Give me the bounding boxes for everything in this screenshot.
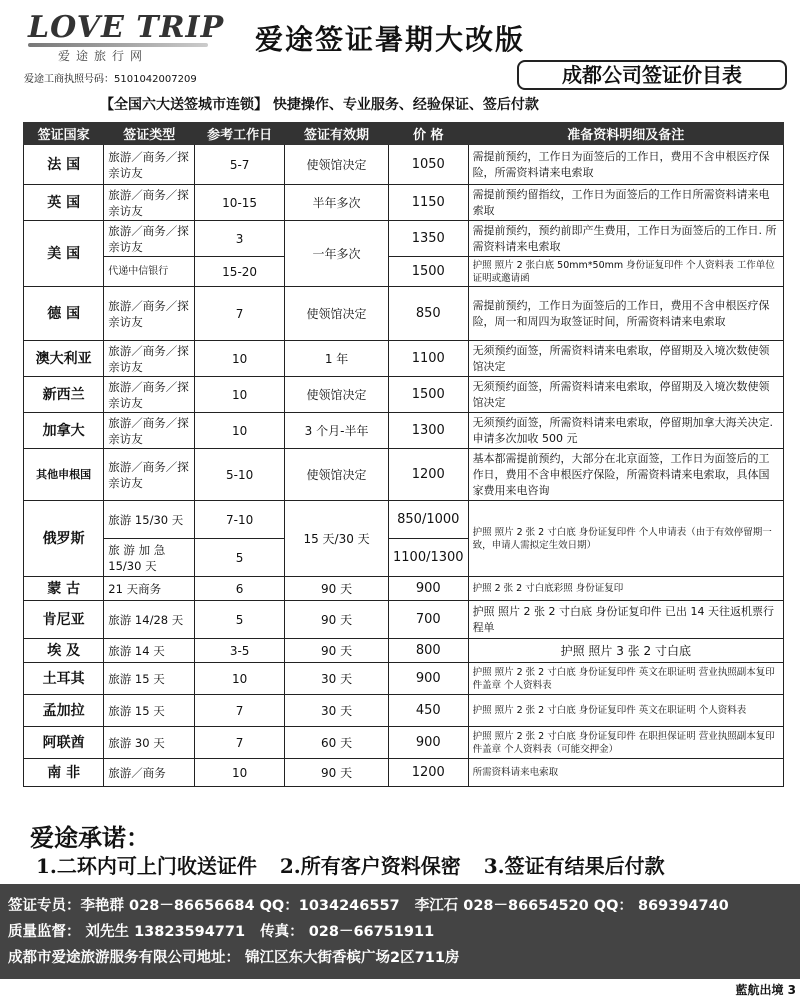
note-cell: 护照 照片 2 张 2 寸白底 身份证复印件 在职担保证明 营业执照副本复印件盖章 个人资料表（可能交押金）: [468, 727, 783, 759]
country-cell: 法 国: [24, 145, 104, 185]
price-cell: 1050: [389, 145, 469, 185]
header-notes: 准备资料明细及备注: [468, 123, 783, 145]
validity-cell: 一年多次: [285, 221, 389, 287]
company-address: 成都市爱途旅游服务有限公司地址： 锦江区东大街香槟广场2区711房: [8, 950, 460, 966]
table-row: [24, 257, 784, 287]
validity-cell: 使领馆决定: [285, 377, 389, 413]
type-cell: 旅 游 加 急 15/30 天: [104, 539, 195, 577]
page-footer-mark: 藍航出境 3: [735, 983, 796, 997]
price-cell: 1150: [389, 185, 469, 221]
validity-cell: 使领馆决定: [285, 449, 389, 501]
price-cell: 900: [389, 577, 469, 601]
days-cell: 10: [195, 377, 285, 413]
price-cell: 1350: [389, 221, 469, 257]
country-cell: 澳大利亚: [24, 341, 104, 377]
days-cell: 7: [195, 727, 285, 759]
price-cell: 900: [389, 663, 469, 695]
price-cell: 1200: [389, 449, 469, 501]
note-cell: 无须预约面签，所需资料请来电索取，停留期及入境次数使领馆决定: [468, 341, 783, 377]
country-cell: 美 国: [24, 221, 104, 287]
type-cell: 旅游／商务／探亲访友: [104, 221, 195, 257]
price-cell: 800: [389, 639, 469, 663]
table-row: [24, 185, 784, 221]
type-cell: 旅游 15 天: [104, 663, 195, 695]
validity-cell: 使领馆决定: [285, 287, 389, 341]
table-row: [24, 663, 784, 695]
country-cell: 俄罗斯: [24, 501, 104, 577]
header-country: 签证国家: [24, 123, 104, 145]
type-cell: 21 天商务: [104, 577, 195, 601]
table-header-row: [24, 123, 784, 145]
type-cell: 旅游／商务／探亲访友: [104, 341, 195, 377]
days-cell: 6: [195, 577, 285, 601]
note-cell: 需提前预约留指纹，工作日为面签后的工作日所需资料请来电索取: [468, 185, 783, 221]
note-cell: 需提前预约，工作日为面签后的工作日，费用不含申根医疗保险，所需资料请来电索取: [468, 145, 783, 185]
days-cell: 10: [195, 759, 285, 787]
price-cell: 900: [389, 727, 469, 759]
header-validity: 签证有效期: [285, 123, 389, 145]
country-cell: 阿联酋: [24, 727, 104, 759]
note-cell: 护照 照片 2 张 2 寸白底 身份证复印件 已出 14 天往返机票行程单: [468, 601, 783, 639]
contact-line-1: [8, 894, 800, 920]
days-cell: 5-7: [195, 145, 285, 185]
note-cell: 护照 照片 2 张 2 寸白底 身份证复印件 英文在职证明 个人资料表: [468, 695, 783, 727]
note-cell: 基本都需提前预约，大部分在北京面签，工作日为面签后的工作日，费用不含申根医疗保险，所需资料请来电索取，具体国家费用来电咨询: [468, 449, 783, 501]
days-cell: 3: [195, 221, 285, 257]
country-cell: 新西兰: [24, 377, 104, 413]
country-cell: 肯尼亚: [24, 601, 104, 639]
header-type: 签证类型: [104, 123, 195, 145]
validity-cell: 30 天: [285, 663, 389, 695]
table-row: [24, 341, 784, 377]
logo-subtitle: 爱途旅行网: [58, 49, 149, 63]
days-cell: 10: [195, 413, 285, 449]
type-cell: 旅游／商务／探亲访友: [104, 185, 195, 221]
days-cell: 10-15: [195, 185, 285, 221]
slogan: 【全国六大送签城市连锁】 快捷操作、专业服务、经验保证、签后付款: [100, 97, 539, 113]
promise-item: 2.所有客户资料保密: [279, 854, 461, 878]
country-cell: 德 国: [24, 287, 104, 341]
days-cell: 5-10: [195, 449, 285, 501]
days-cell: 7: [195, 695, 285, 727]
fax: 传真： 028－66751911: [260, 924, 435, 940]
header-price: 价 格: [389, 123, 469, 145]
price-cell: 450: [389, 695, 469, 727]
type-cell: 旅游／商务／探亲访友: [104, 377, 195, 413]
visa-specialist-1: 签证专员：李艳群 028－86656684 QQ：1034246557: [8, 898, 400, 914]
type-cell: 旅游 15 天: [104, 695, 195, 727]
type-cell: 旅游／商务／探亲访友: [104, 449, 195, 501]
country-cell: 南 非: [24, 759, 104, 787]
validity-cell: 半年多次: [285, 185, 389, 221]
validity-cell: 15 天/30 天: [285, 501, 389, 577]
price-cell: 850: [389, 287, 469, 341]
price-cell: 850/1000: [389, 501, 469, 539]
type-cell: 旅游 30 天: [104, 727, 195, 759]
table-row: [24, 501, 784, 539]
logo: [28, 10, 228, 64]
validity-cell: 3 个月-半年: [285, 413, 389, 449]
validity-cell: 90 天: [285, 577, 389, 601]
days-cell: 7: [195, 287, 285, 341]
country-cell: 英 国: [24, 185, 104, 221]
table-row: [24, 377, 784, 413]
price-cell: 1500: [389, 377, 469, 413]
promise-list: [36, 850, 681, 879]
quality-supervisor: 质量监督： 刘先生 13823594771: [8, 924, 246, 940]
logo-brand: LOVE TRIP: [28, 10, 225, 45]
days-cell: 3-5: [195, 639, 285, 663]
table-row: [24, 221, 784, 257]
type-cell: 旅游／商务／探亲访友: [104, 413, 195, 449]
price-cell: 700: [389, 601, 469, 639]
page-title: 爱途签证暑期大改版: [255, 23, 526, 56]
price-cell: 1300: [389, 413, 469, 449]
table-row: [24, 759, 784, 787]
days-cell: 10: [195, 341, 285, 377]
contact-line-2: [8, 920, 800, 946]
type-cell: 旅游 14 天: [104, 639, 195, 663]
note-cell: 无须预约面签，所需资料请来电索取，停留期及入境次数使领馆决定: [468, 377, 783, 413]
days-cell: 15-20: [195, 257, 285, 287]
note-cell: 需提前预约，预约前即产生费用，工作日为面签后的工作日. 所需资料请来电索取: [468, 221, 783, 257]
days-cell: 10: [195, 663, 285, 695]
promise-item: 1.二环内可上门收送证件: [36, 854, 257, 878]
table-row: [24, 695, 784, 727]
price-cell: 1100/1300: [389, 539, 469, 577]
table-row: [24, 413, 784, 449]
type-cell: 代递中信银行: [104, 257, 195, 287]
header-days: 参考工作日: [195, 123, 285, 145]
country-cell: 加拿大: [24, 413, 104, 449]
table-row: [24, 639, 784, 663]
country-cell: 其他申根国: [24, 449, 104, 501]
note-cell: 护照 照片 3 张 2 寸白底: [468, 639, 783, 663]
validity-cell: 1 年: [285, 341, 389, 377]
country-cell: 埃 及: [24, 639, 104, 663]
type-cell: 旅游／商务／探亲访友: [104, 287, 195, 341]
note-cell: 护照 照片 2 张 2 寸白底 身份证复印件 个人申请表（由于有效停留期一致，申请人需拟定生效日期）: [468, 501, 783, 577]
price-cell: 1500: [389, 257, 469, 287]
promise-item: 3.签证有结果后付款: [483, 854, 665, 878]
price-cell: 1200: [389, 759, 469, 787]
visa-price-table: [23, 122, 784, 787]
days-cell: 5: [195, 601, 285, 639]
type-cell: 旅游／商务／探亲访友: [104, 145, 195, 185]
country-cell: 土耳其: [24, 663, 104, 695]
validity-cell: 90 天: [285, 639, 389, 663]
type-cell: 旅游 15/30 天: [104, 501, 195, 539]
promise-title: 爱途承诺：: [30, 823, 150, 852]
table-row: [24, 577, 784, 601]
price-list-title: 成都公司签证价目表: [517, 60, 787, 90]
validity-cell: 90 天: [285, 601, 389, 639]
validity-cell: 90 天: [285, 759, 389, 787]
visa-specialist-2: 李江石 028－86654520 QQ： 869394740: [414, 898, 729, 914]
table-row: [24, 449, 784, 501]
license-number: 爱途工商执照号码：5101042007209: [24, 74, 197, 85]
validity-cell: 使领馆决定: [285, 145, 389, 185]
country-cell: 蒙 古: [24, 577, 104, 601]
days-cell: 7-10: [195, 501, 285, 539]
note-cell: 所需资料请来电索取: [468, 759, 783, 787]
table-row: [24, 727, 784, 759]
contact-panel: [0, 884, 800, 979]
table-row: [24, 287, 784, 341]
note-cell: 需提前预约，工作日为面签后的工作日，费用不含申根医疗保险，周一和周四为取签证时间，所需资料请来电索取: [468, 287, 783, 341]
note-cell: 护照 2 张 2 寸白底彩照 身份证复印: [468, 577, 783, 601]
note-cell: 护照 照片 2 张 2 寸白底 身份证复印件 英文在职证明 营业执照副本复印件盖章 个人资料表: [468, 663, 783, 695]
note-cell: 无须预约面签，所需资料请来电索取，停留期加拿大海关决定. 申请多次加收 500 元: [468, 413, 783, 449]
validity-cell: 60 天: [285, 727, 389, 759]
country-cell: 孟加拉: [24, 695, 104, 727]
type-cell: 旅游／商务: [104, 759, 195, 787]
days-cell: 5: [195, 539, 285, 577]
validity-cell: 30 天: [285, 695, 389, 727]
table-row: [24, 145, 784, 185]
note-cell: 护照 照片 2 张白底 50mm*50mm 身份证复印件 个人资料表 工作单位证明或邀请函: [468, 257, 783, 287]
price-cell: 1100: [389, 341, 469, 377]
type-cell: 旅游 14/28 天: [104, 601, 195, 639]
table-row: [24, 601, 784, 639]
